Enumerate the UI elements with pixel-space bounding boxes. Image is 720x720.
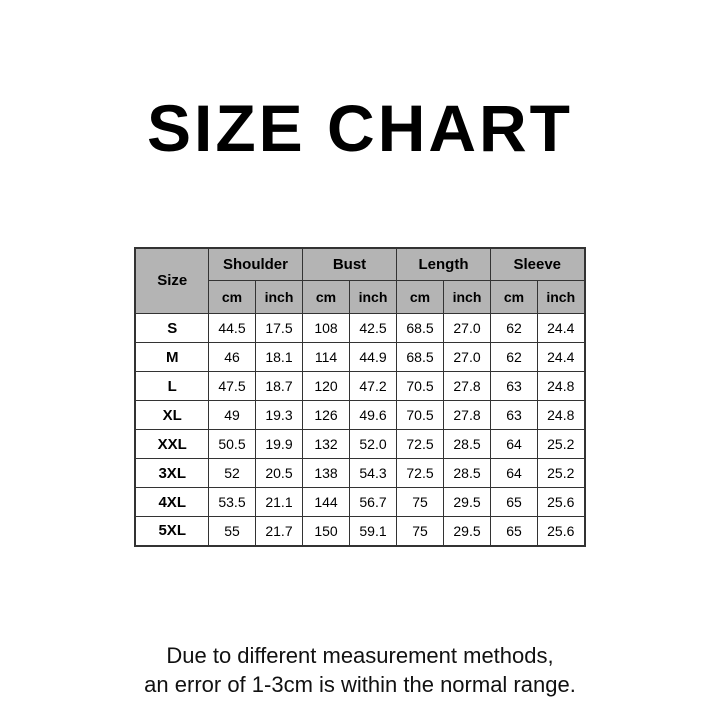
value-cell: 63 bbox=[491, 372, 538, 401]
value-cell: 19.9 bbox=[255, 430, 302, 459]
size-cell: 5XL bbox=[135, 517, 208, 546]
value-cell: 70.5 bbox=[397, 372, 444, 401]
value-cell: 126 bbox=[303, 401, 350, 430]
value-cell: 54.3 bbox=[350, 459, 397, 488]
value-cell: 25.6 bbox=[538, 517, 585, 546]
size-cell: 3XL bbox=[135, 459, 208, 488]
value-cell: 25.2 bbox=[538, 459, 585, 488]
value-cell: 114 bbox=[303, 343, 350, 372]
value-cell: 42.5 bbox=[350, 314, 397, 343]
value-cell: 65 bbox=[491, 517, 538, 546]
table-row bbox=[135, 459, 584, 488]
unit-header-cm: cm bbox=[491, 281, 538, 314]
note-line-1: Due to different measurement methods, bbox=[166, 642, 554, 668]
value-cell: 44.5 bbox=[208, 314, 255, 343]
value-cell: 18.7 bbox=[255, 372, 302, 401]
size-cell: S bbox=[135, 314, 208, 343]
value-cell: 47.2 bbox=[350, 372, 397, 401]
value-cell: 68.5 bbox=[397, 314, 444, 343]
unit-header-inch: inch bbox=[538, 281, 585, 314]
value-cell: 63 bbox=[491, 401, 538, 430]
value-cell: 24.4 bbox=[538, 343, 585, 372]
value-cell: 62 bbox=[491, 343, 538, 372]
unit-header-cm: cm bbox=[397, 281, 444, 314]
value-cell: 27.8 bbox=[444, 401, 491, 430]
value-cell: 75 bbox=[397, 517, 444, 546]
value-cell: 150 bbox=[303, 517, 350, 546]
value-cell: 108 bbox=[303, 314, 350, 343]
page-title: SIZE CHART bbox=[147, 91, 573, 165]
value-cell: 19.3 bbox=[255, 401, 302, 430]
value-cell: 21.1 bbox=[255, 488, 302, 517]
value-cell: 17.5 bbox=[255, 314, 302, 343]
table-row bbox=[135, 488, 584, 517]
header-group-row bbox=[135, 248, 584, 281]
value-cell: 21.7 bbox=[255, 517, 302, 546]
value-cell: 56.7 bbox=[350, 488, 397, 517]
unit-header-inch: inch bbox=[255, 281, 302, 314]
value-cell: 68.5 bbox=[397, 343, 444, 372]
size-chart-table bbox=[134, 247, 585, 547]
table-row bbox=[135, 372, 584, 401]
value-cell: 59.1 bbox=[350, 517, 397, 546]
value-cell: 28.5 bbox=[444, 430, 491, 459]
table-row bbox=[135, 314, 584, 343]
value-cell: 20.5 bbox=[255, 459, 302, 488]
value-cell: 49 bbox=[208, 401, 255, 430]
value-cell: 64 bbox=[491, 459, 538, 488]
value-cell: 44.9 bbox=[350, 343, 397, 372]
table-row bbox=[135, 401, 584, 430]
table-row bbox=[135, 517, 584, 546]
value-cell: 52 bbox=[208, 459, 255, 488]
unit-header-inch: inch bbox=[444, 281, 491, 314]
note-line-2: an error of 1-3cm is within the normal range. bbox=[144, 671, 576, 697]
value-cell: 29.5 bbox=[444, 488, 491, 517]
value-cell: 72.5 bbox=[397, 430, 444, 459]
value-cell: 132 bbox=[303, 430, 350, 459]
value-cell: 144 bbox=[303, 488, 350, 517]
value-cell: 25.2 bbox=[538, 430, 585, 459]
value-cell: 65 bbox=[491, 488, 538, 517]
value-cell: 29.5 bbox=[444, 517, 491, 546]
size-cell: XL bbox=[135, 401, 208, 430]
size-cell: L bbox=[135, 372, 208, 401]
value-cell: 27.8 bbox=[444, 372, 491, 401]
table-row bbox=[135, 430, 584, 459]
value-cell: 64 bbox=[491, 430, 538, 459]
value-cell: 62 bbox=[491, 314, 538, 343]
value-cell: 120 bbox=[303, 372, 350, 401]
table-header bbox=[135, 248, 584, 314]
header-group-sleeve: Sleeve bbox=[491, 248, 585, 281]
value-cell: 27.0 bbox=[444, 343, 491, 372]
unit-header-cm: cm bbox=[303, 281, 350, 314]
value-cell: 18.1 bbox=[255, 343, 302, 372]
value-cell: 55 bbox=[208, 517, 255, 546]
value-cell: 138 bbox=[303, 459, 350, 488]
value-cell: 24.4 bbox=[538, 314, 585, 343]
table-row bbox=[135, 343, 584, 372]
value-cell: 46 bbox=[208, 343, 255, 372]
value-cell: 75 bbox=[397, 488, 444, 517]
value-cell: 28.5 bbox=[444, 459, 491, 488]
header-group-bust: Bust bbox=[303, 248, 397, 281]
measurement-note bbox=[144, 641, 576, 699]
unit-header-inch: inch bbox=[350, 281, 397, 314]
size-cell: XXL bbox=[135, 430, 208, 459]
value-cell: 50.5 bbox=[208, 430, 255, 459]
header-cell-size: Size bbox=[135, 248, 208, 314]
value-cell: 27.0 bbox=[444, 314, 491, 343]
value-cell: 70.5 bbox=[397, 401, 444, 430]
size-cell: 4XL bbox=[135, 488, 208, 517]
value-cell: 53.5 bbox=[208, 488, 255, 517]
value-cell: 47.5 bbox=[208, 372, 255, 401]
table-body bbox=[135, 314, 584, 546]
value-cell: 72.5 bbox=[397, 459, 444, 488]
value-cell: 24.8 bbox=[538, 372, 585, 401]
size-cell: M bbox=[135, 343, 208, 372]
value-cell: 49.6 bbox=[350, 401, 397, 430]
header-group-length: Length bbox=[397, 248, 491, 281]
unit-header-cm: cm bbox=[208, 281, 255, 314]
header-group-shoulder: Shoulder bbox=[208, 248, 302, 281]
value-cell: 52.0 bbox=[350, 430, 397, 459]
value-cell: 24.8 bbox=[538, 401, 585, 430]
value-cell: 25.6 bbox=[538, 488, 585, 517]
